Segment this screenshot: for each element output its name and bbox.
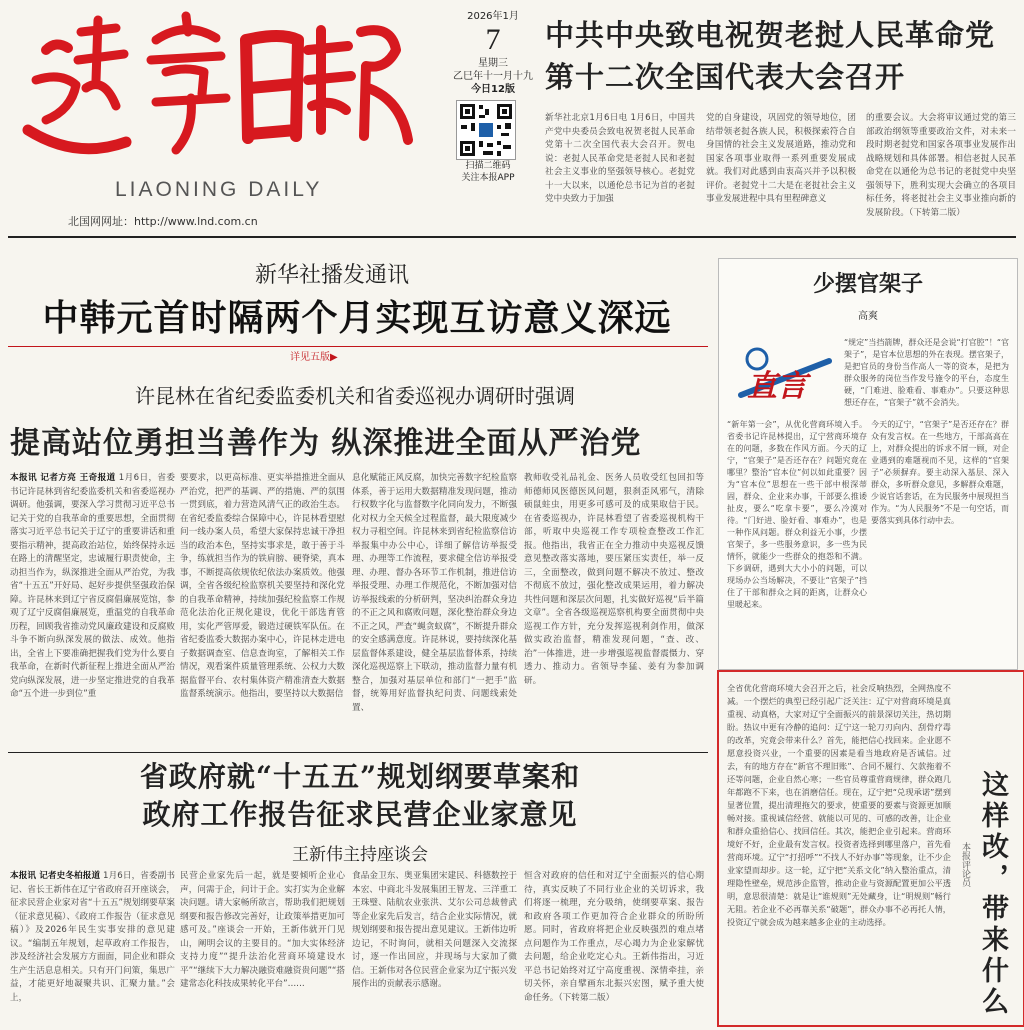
discipline-column-1-text: 1月6日，省委书记许昆林到省纪委监委机关和省委巡视办调研。他强调，要深入学习贯彻习近平总书记关于党的自我革命的重要思想，全面贯彻落实习近平总书记关于辽宁的重要讲话和重要指示精神，提高政治站位，始终保持永远在路上的清醒坚定，忠诚履行职责使命，主动担当作为，纵深推进全面从严治党，为我省“十五五”开好局、起好步提供坚强政治保障。许昆林来到辽宁省反腐倡廉展览馆，参观了辽宁反腐倡廉展览，重温党的自我革命历程，回顾我省推动党风廉政建设和反腐败斗争不断向纵深发展的做法、成效。他指出，全省上下要准确把握我们党为什么要自我革命，在新时代新征程上推进全面从严治党向纵深发展，进一步坚定推进党的自我革命“五个进一步到位”重: [10, 473, 175, 699]
discipline-column-3: 息化赋能正风反腐，加快完善数字纪检监察体系，善于运用大数据精准发现问题，推动行权数字化与监督数字化同向发力，不断强化对权力全天候全过程监督，最大限度减少权力寻租空间。许昆林来到省纪检监察信访举报集中办公中心，详细了解信访举报受理、办理等工作流程，要求健全信访举报受理、办理、督办各环节工作机制，推进信访举报受理、办理工作规范化，不断加强对信访举报线索的分析研判，坚决纠治群众身边的不正之风和腐败问题，深化整治群众身边不正之风，严查“蝇贪蚁腐”，不断提升群众的安全感满意度。许昆林说，要持续深化基层监督体系建设，健全基层监督体系，持续深化巡视巡察上下联动，推动监督力量有机整合，加强对基层单位和部门“一把手”监督，统筹用好监督执纪问责、问题线索处置、: [352, 473, 517, 713]
plan-headline[interactable]: [20, 758, 700, 834]
commentary-headline[interactable]: 少摆官架子: [812, 272, 923, 297]
discipline-column-2: 要要求，以更高标准、更实举措推进全面从严治党，把严的基调、严的措施、严的氛围一贯到底，着力营造风清气正的政治生态。在省纪委监委综合保障中心，许昆林看望慰问一线办案人员，希望大家保持忠诚干净担当的政治本色，坚持实事求是，敢于善于斗争，练就担当作为的铁肩膀、硬脊梁，真本事，不断提高依规依纪依法办案质效。他强调，全省各级纪检监察机关要坚持和深化党的自我革命精神，持续加强纪检监察工作规范化法治化正规化建设，优化干部选育管用，实化严管厚爱，锻造过硬铁军队伍。在省纪委监委大数据办案中心，许昆林走进电子数据调查室、信息查询室，了解相关工作情况，观看案件质量管理系统、公权力大数据监督平台、农村集体资产精准清查大数据监督系统演示。他指出，要坚持以大数据信: [180, 473, 345, 699]
feature-text: 全省优化营商环境大会召开之后，社会反响热烈，全网热度不减。一个摆烂的典型已经引起广泛关注：辽宁对营商环境是真重视、动真格，大家对辽宁全面振兴的前景深切关注，热切期盼。热议中更有冷静的追问：辽宁这一轮刀刃向内、刮骨疗毒的改革，究竟会带来什么？首先，能把信心找回来。企业愿不愿意投资兴业，一个重要的因素是看当地政府是否诚信。过去，有的地方存在“新官不理旧账”、合同不履行、欠款拖着不还等问题，企业自然心寒；一些官员尊重营商规律，群众跑几年都跑不下来，也在消磨信任。现在，辽宁把“兑现承诺”摆到显著位置，提出清理拖欠的要求，使重要的要素与资源更加顺畅对接。重视诚信经营、就能以可见的、可感的改善，让企业和群众重拾信心、找回信任。其次，能把企业引起来。营商环境好不好，企业最有发言权。投资者选择到哪里落户，首先看营商环境。辽宁“打招呼”“不找人不好办事”等现象，让不少企业家望而却步。这一轮，辽宁把“关系文化”纳入整治重点，清理隐性壁垒，规范涉企监管，推动企业与资源配置更加公平透明，意思很清楚：就是让“谁规则”无处藏身，让“明规则”畅行无阻。若企业不必再靠关系“破题”，群众办事不必再托人情，投资辽宁就会成为越来越多企业的主动选择。: [727, 683, 951, 927]
date-pages: 今日12版: [471, 84, 515, 95]
plan-subhead: 王新伟主持座谈会: [292, 845, 428, 865]
top-story-column-2: 党的自身建设，巩固党的领导地位，团结带领老挝各族人民，积极探索符合自身国情的社会主义发展道路，推动党和国家各项事业取得一系列重要发展成就。我们对此感到由衷高兴并予以积极评价。老挝党十二大是在老挝社会主义事业发展进程中具有里程碑意义: [706, 113, 856, 204]
masthead-logo: [16, 10, 416, 160]
korea-rule: [8, 346, 708, 347]
feature-vertical-title[interactable]: 这样改，带来什么: [977, 770, 1008, 1018]
top-story-headline[interactable]: [545, 14, 1015, 98]
qr-caption-line-2: 关注本报APP: [461, 173, 515, 183]
commentary-column-1: “规定”当挡箭牌，群众还是会说“打官腔”！“官架子”，是官本位思想的外在表现。摆官架子，是把官员的身份当作高人一等的资本，是把为群众服务的岗位当作发号施令的平台，态度生硬，“门难进、脸难看、事难办”。只要这种思想还存在，“官架子”就不会消失。: [844, 338, 1009, 407]
korea-kicker: 新华社播发通讯: [255, 263, 410, 288]
column-logo: [737, 341, 837, 411]
discipline-column-1: [10, 472, 175, 750]
plan-column-1-text: 1月6日，省委副书记、省长王新伟在辽宁省政府召开座谈会，征求民营企业家对省“十五五”规划纲要草案（征求意见稿）、《政府工作报告（征求意见稿）》及2026年民生实事安排的意见建议。“编制五年规划，起草政府工作报告，涉及经济社会发展方方面面，同企业和群众生产生活息息相关。只有开门问策，集思广益，才能更好地凝聚共识、汇聚力量。”会上，: [10, 871, 175, 1003]
commentary-author: 高爽: [858, 311, 878, 322]
date-line: 2026年1月: [467, 11, 519, 22]
discipline-column-4: 教师收受礼品礼金、医务人员收受红包回扣等师德师风医德医风问题，狠刹歪风邪气，清除硕鼠蛀虫，用更多可感可及的成果取信于民。在省委巡视办，许昆林看望了省委巡视机构干部，听取中央巡视工作专项检查整改工作汇报。他指出，我省正在全力推动中央巡视反馈意见整改落实落地，要压紧压实责任，举一反三，全面整改，做到问题不解决不放过、整改不彻底不放过，强化整改成果运用，着力解决共性问题和深层次问题，扎实做好巡视“后半篇文章”。全省各级巡视巡察机构要全面贯彻中央巡视工作方针，充分发挥巡视利剑作用，做深做实政治监督，精准发现问题，“查、改、治”一体推进，进一步增强巡视监督震慑力、穿透力、推动力。省领导李猛、姜有为参加调研。: [524, 473, 704, 686]
top-headline-line-2: 第十二次全国代表大会召开: [545, 60, 906, 94]
feature-box: [717, 670, 1024, 1027]
commentary-column-3: 今天的辽宁，“官架子”是否还存在？群众有发言权。在一些地方，干部高高在上，对群众提出的诉求不屑一顾，对企业遇到的难题视而不见，这样的“官架子”必须摒弃。要主动深入基层、深入群众，多听群众意见，多解群众难题，少说官话套话，在为民服务中展现担当作为。“为人民服务”不是一句空话，而要落实到具体行动中去。: [871, 420, 1009, 525]
discipline-byline: 本报讯 记者方亮 王奇报道: [10, 473, 116, 483]
masthead-english-name: LIAONING DAILY: [115, 178, 323, 201]
top-story-column-1: 新华社北京1月6日电 1月6日，中国共产党中央委员会致电祝贺老挝人民革命党第十二次全国代表大会召开。贺电说：老挝人民革命党是老挝人民和老挝社会主义事业的坚强领导核心。老挝党十一大以来，以通伦总书记为首的老挝党中央致力于加强: [545, 113, 695, 204]
top-headline-line-1: 中共中央致电祝贺老挝人民革命党: [545, 18, 996, 52]
plan-headline-line-2: 政府工作报告征求民营企业家意见: [142, 798, 578, 831]
plan-column-1: [10, 870, 175, 1023]
qr-caption-line-1: 扫描二维码: [465, 161, 511, 171]
korea-headline[interactable]: 中韩元首时隔两个月实现互访意义深远: [42, 298, 672, 339]
section-rule: [8, 752, 708, 753]
plan-column-2: 民营企业家先后一起，就是要倾听企业心声，问需于企，问计于企。实打实为企业解决问题。请大家畅所欲言，帮助我们把规划纲要和报告修改完善好，让政策举措更加可感可及。”座谈会一开始，王新伟就开门见山，阐明会议的主要目的。“加大实体经济支持力度”“提升法治化营商环境建设水平”“继续下大力解决融资难融资贵问题”“搭建常态化科技成果转化平台”……: [180, 871, 345, 989]
top-story-column-3: 的重要会议。大会将审议通过党的第三部政治纲领等重要政治文件，对未来一段时期老挝党和国家各项事业发展作出战略规划和具体部署。相信老挝人民革命党在以通伦为总书记的老挝党中央坚强领导下，胜利实现大会确立的各项目标任务，将老挝社会主义事业推向新的发展阶段。（下转第二版）: [866, 113, 1016, 218]
plan-column-3: 食品金卫东、奥亚集团宋建民、科德数控于本宏、中商北斗发展集团王智龙、三洋重工王珠璧、陆航农业张洪、艾尔公司总裁曾武等企业家先后发言，结合企业实际情况，就规划纲要和报告提出意见建议。王新伟边听边记，不时询问，就相关问题深入交流探讨，逐一作出回应，并现场与大家加了微信。王新伟对各位民营企业家为辽宁振兴发展作出的贡献表示感谢。: [352, 871, 517, 989]
masthead-website[interactable]: 北国网网址：http://www.lnd.com.cn: [68, 215, 258, 228]
date-day: 7: [485, 23, 501, 56]
discipline-headline[interactable]: 提高站位勇担当善作为 纵深推进全面从严治党: [10, 426, 642, 461]
see-page-link[interactable]: 详见五版▶: [286, 348, 342, 363]
date-weekday: 星期三: [478, 58, 508, 69]
qr-code-icon[interactable]: [456, 100, 516, 160]
issue-date: [452, 10, 534, 96]
commentary-column-2: “新年第一会”，从优化营商环境入手。省委书记许昆林提出，辽宁营商环境存在的问题，多数在作风方面。今天的辽宁，“官架子”是否还存在？问题究竟在哪里？整治“官本位”何以如此重要？因为“官本位”思想在一些干部中根深蒂固，群众、企业来办事，干部要么推诿扯皮，要么“吃拿卡要”，要么冷漠对待。“门好进、脸好看、事难办”，也是一种作风问题。群众利益无小事，少摆官架子，多一些服务意识，多一些为民情怀，就能少一些群众的抱怨和不满。下乡调研，遇到大大小小的问题，可以现场办公当场解决，不要让“官架子”挡住了干部和群众之间的距离，让群众心里暖起来。: [727, 420, 867, 609]
column-name: 直言: [747, 369, 807, 404]
masthead-rule: [8, 236, 1016, 238]
plan-headline-line-1: 省政府就“十五五”规划纲要草案和: [139, 760, 581, 793]
plan-byline: 本报讯 记者史冬柏报道: [10, 871, 101, 881]
discipline-kicker: 许昆林在省纪委监委机关和省委巡视办调研时强调: [135, 384, 575, 408]
qr-caption: [448, 160, 528, 184]
commentary-box: [718, 258, 1018, 670]
plan-column-4: 恒含对政府的信任和对辽宁全面振兴的信心期待，真实反映了不同行业企业的关切诉求，我们将逐一梳理，充分吸纳，使纲要草案、报告和政府各项工作更加符合企业群众的所盼所愿。同时，省政府将把企业反映强烈的难点堵点问题作为工作重点，尽心竭力为企业家解忧去问题，给企业吃定心丸。王新伟指出，习近平总书记始终对辽宁高度重视、深情牵挂，亲切关怀，亲自擘画东北振兴宏图，赋予重大使命任务。（下转第二版）: [524, 871, 704, 1003]
date-lunar: 乙巳年十一月十九: [453, 71, 533, 82]
feature-byline: 本报评论员: [960, 842, 970, 887]
